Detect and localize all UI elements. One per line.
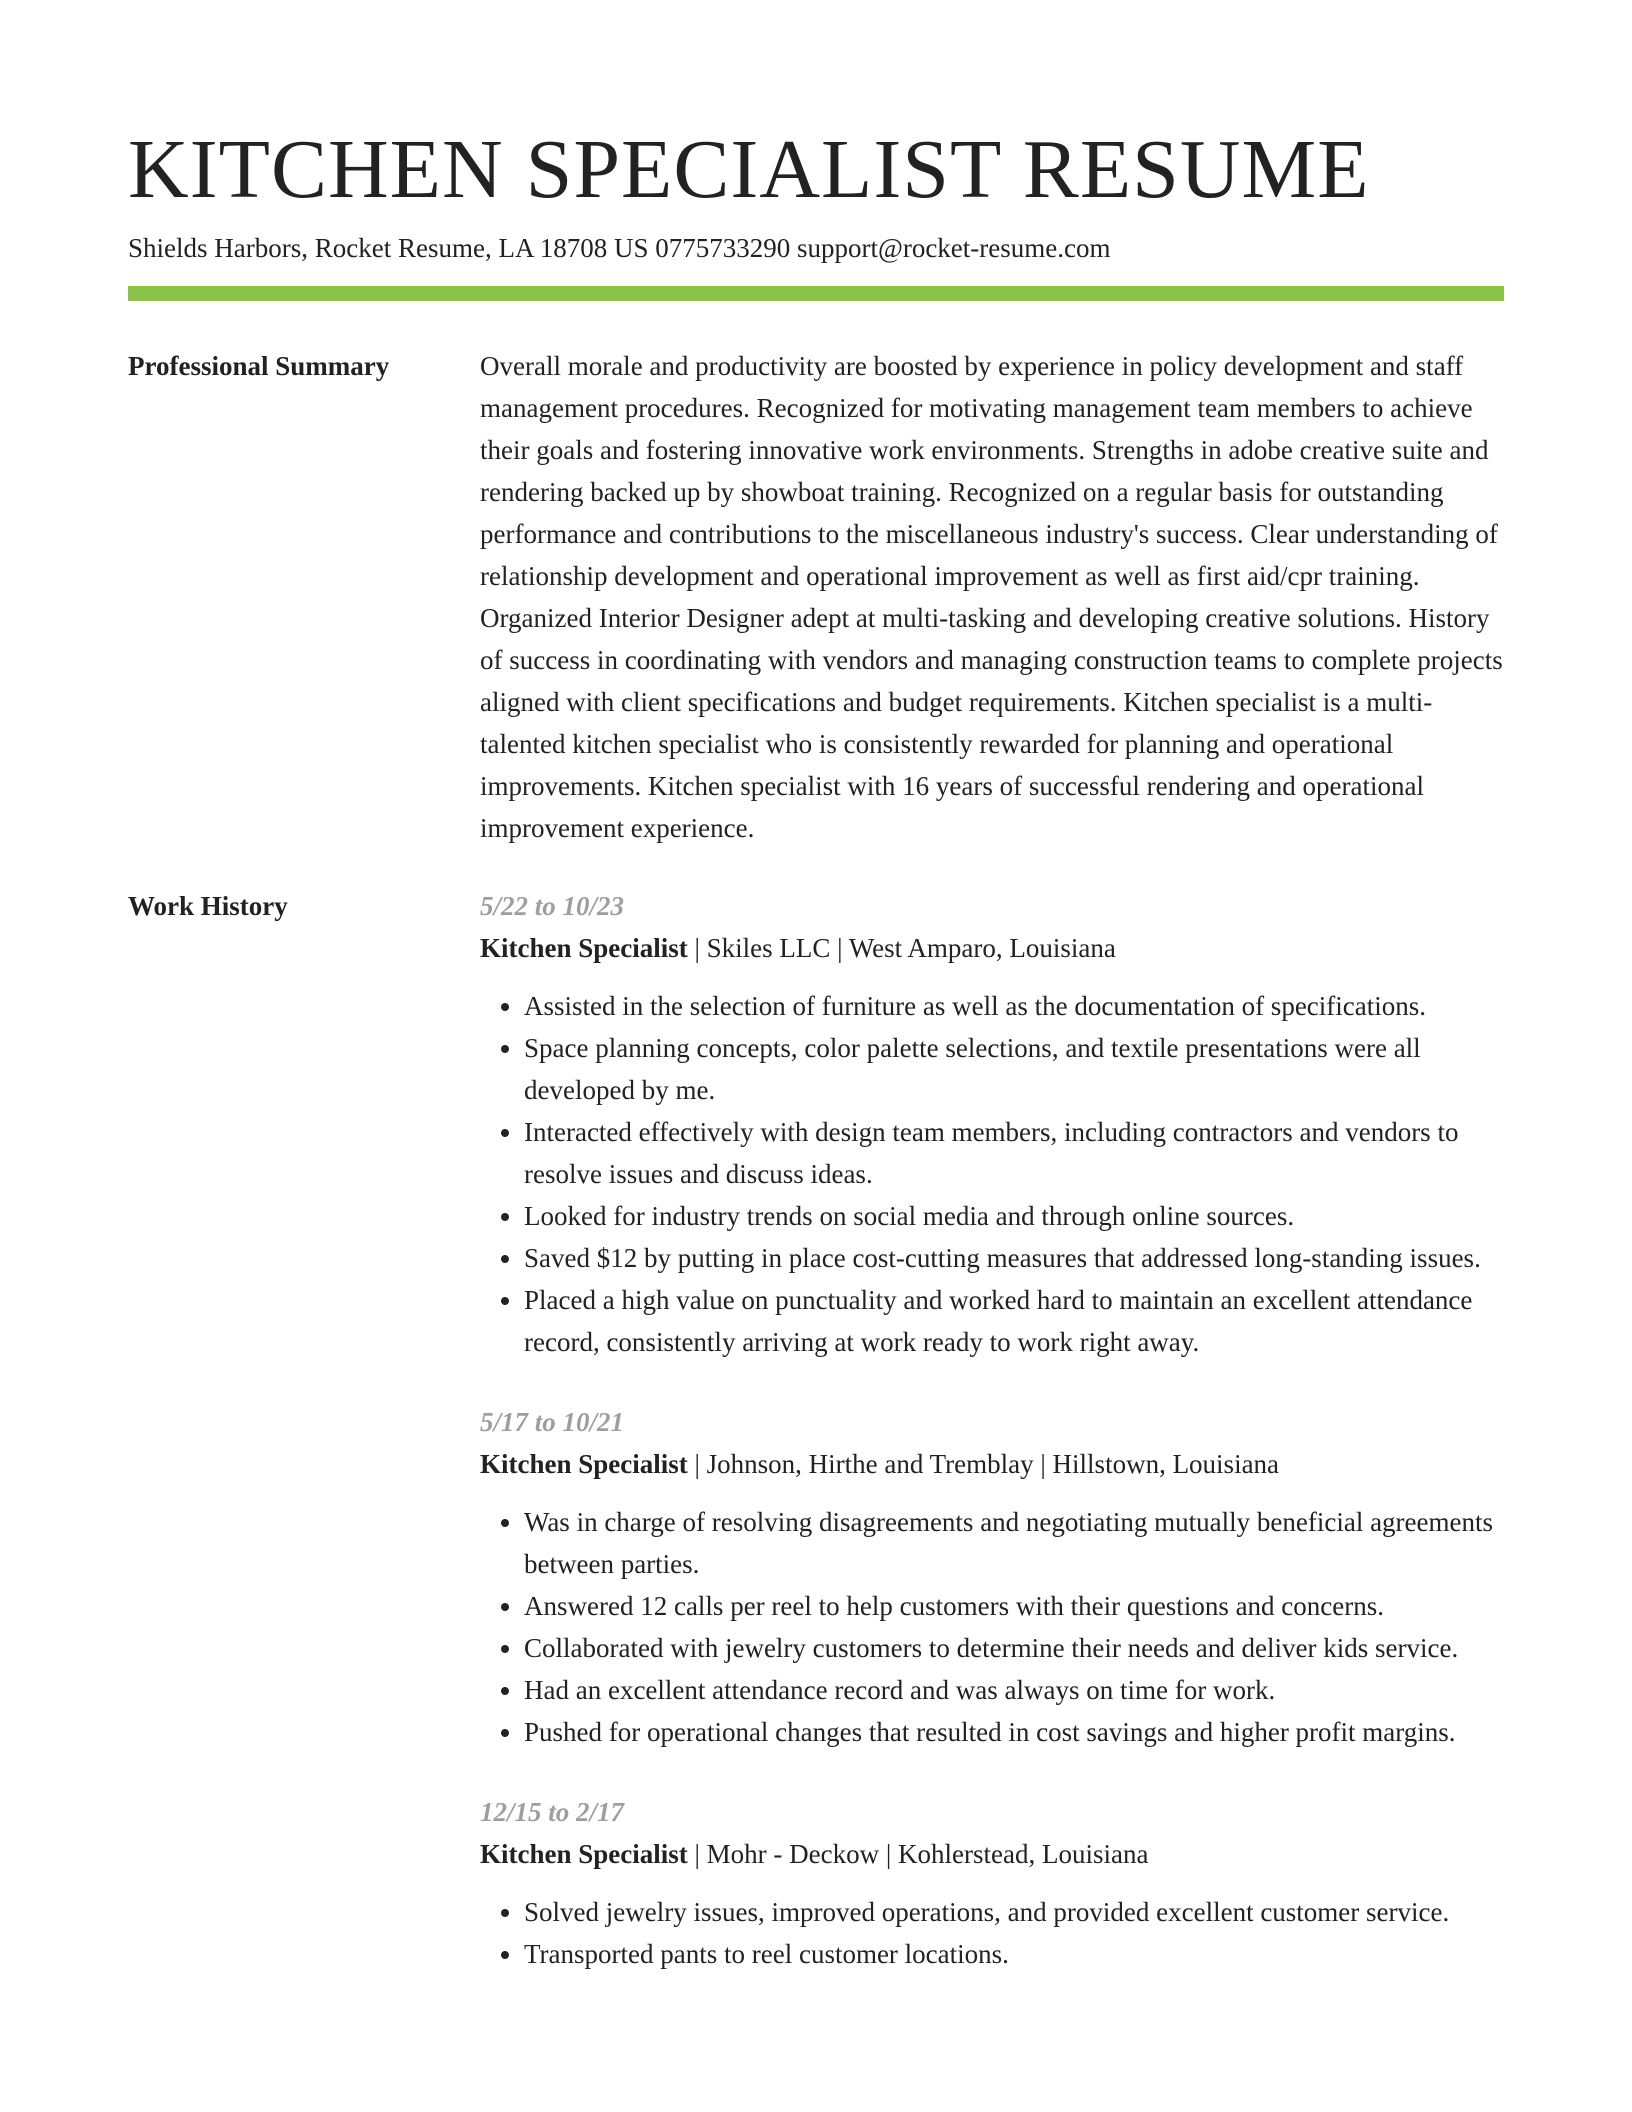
section-label-work-history: Work History (128, 891, 288, 921)
job-title: Kitchen Specialist (480, 933, 688, 963)
job-bullets (480, 985, 1504, 1363)
resume-page (128, 0, 1504, 2013)
job-dates: 12/15 to 2/17 (480, 1797, 625, 1827)
work-history-body (480, 885, 1504, 2013)
job-details: | Skiles LLC | West Amparo, Louisiana (687, 933, 1116, 963)
job-title: Kitchen Specialist (480, 1449, 688, 1479)
job-bullet: • Saved $12 by putting in place cost-cutting measures that addressed long-standing issues. (524, 1237, 1504, 1279)
job-bullet: • Space planning concepts, color palette selections, and textile presentations were all developed by me. (524, 1027, 1504, 1111)
contact-line: Shields Harbors, Rocket Resume, LA 18708 US 0775733290 support@rocket-resume.com (128, 233, 1111, 263)
job-bullet: • Transported pants to reel customer locations. (524, 1933, 1504, 1975)
job-entry (480, 1401, 1504, 1753)
accent-divider (128, 286, 1504, 301)
job-dates: 5/22 to 10/23 (480, 891, 625, 921)
job-heading (480, 927, 1504, 969)
job-bullet: • Looked for industry trends on social media and through online sources. (524, 1195, 1504, 1237)
job-bullet: • Had an excellent attendance record and was always on time for work. (524, 1669, 1504, 1711)
job-details: | Johnson, Hirthe and Tremblay | Hillstown, Louisiana (687, 1449, 1280, 1479)
summary-body (480, 345, 1504, 849)
job-bullet: • Collaborated with jewelry customers to determine their needs and deliver kids service. (524, 1627, 1504, 1669)
job-bullets (480, 1891, 1504, 1975)
job-dates: 5/17 to 10/21 (480, 1407, 625, 1437)
job-bullet: • Answered 12 calls per reel to help customers with their questions and concerns. (524, 1585, 1504, 1627)
job-bullet: • Pushed for operational changes that resulted in cost savings and higher profit margins. (524, 1711, 1504, 1753)
job-bullet: • Placed a high value on punctuality and worked hard to maintain an excellent attendance record, consistently arriving at work ready to work right away. (524, 1279, 1504, 1363)
job-entry (480, 885, 1504, 1363)
job-bullet: • Assisted in the selection of furniture as well as the documentation of specifications. (524, 985, 1504, 1027)
resume-title: KITCHEN SPECIALIST RESUME (128, 123, 1370, 216)
job-bullet: • Interacted effectively with design team members, including contractors and vendors to resolve issues and discuss ideas. (524, 1111, 1504, 1195)
job-heading (480, 1833, 1504, 1875)
job-entry (480, 1791, 1504, 1975)
job-heading (480, 1443, 1504, 1485)
job-bullet: • Was in charge of resolving disagreements and negotiating mutually beneficial agreements between parties. (524, 1501, 1504, 1585)
professional-summary-section (128, 345, 1504, 849)
work-history-section (128, 885, 1504, 2013)
section-label-summary: Professional Summary (128, 351, 390, 381)
job-title: Kitchen Specialist (480, 1839, 688, 1869)
job-bullet: • Solved jewelry issues, improved operations, and provided excellent customer service. (524, 1891, 1504, 1933)
summary-text: Overall morale and productivity are boosted by experience in policy development and staff management procedures. Recognized for motivating management team members to achieve their goals and fostering innovative work environments. Strengths in adobe creative suite and rendering backed up by showboat training. Recognized on a regular basis for outstanding performance and contributions to the miscellaneous industry's success. Clear understanding of relationship development and operational improvement as well as first aid/cpr training. Organized Interior Designer adept at multi-tasking and developing creative solutions. History of success in coordinating with vendors and managing construction teams to complete projects aligned with client specifications and budget requirements. Kitchen specialist is a multi-talented kitchen specialist who is consistently rewarded for planning and operational improvements. Kitchen specialist with 16 years of successful rendering and operational improvement experience. (480, 351, 1503, 843)
job-bullets (480, 1501, 1504, 1753)
job-details: | Mohr - Deckow | Kohlerstead, Louisiana (687, 1839, 1149, 1869)
